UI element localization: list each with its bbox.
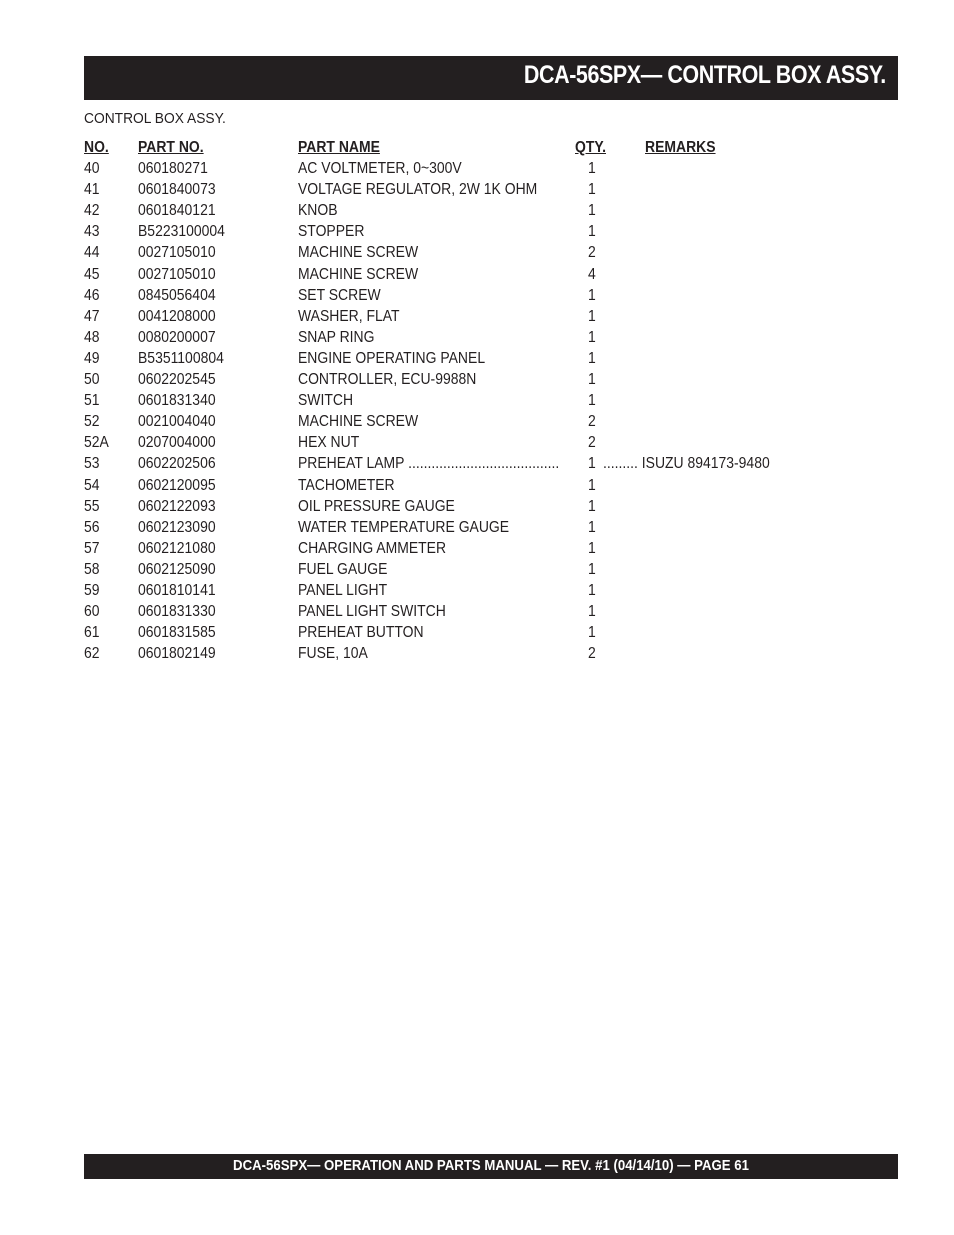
table-header-row xyxy=(84,139,844,160)
cell-no: 52A xyxy=(84,434,109,452)
cell-part-no: B5351100804 xyxy=(138,349,224,367)
table-row xyxy=(84,413,844,434)
cell-qty: 1 xyxy=(588,392,596,410)
cell-part-no: 0601810141 xyxy=(138,581,216,599)
cell-no: 40 xyxy=(84,160,100,178)
cell-part-name: AC VOLTMETER, 0~300V xyxy=(298,160,462,178)
cell-qty: 1 xyxy=(588,328,596,346)
cell-part-no: 0080200007 xyxy=(138,328,216,346)
page-footer-bar xyxy=(84,1154,898,1179)
table-row xyxy=(84,455,844,476)
cell-qty: 1 xyxy=(588,497,596,515)
table-row xyxy=(84,392,844,413)
table-row xyxy=(84,287,844,308)
cell-part-no: 0601831330 xyxy=(138,603,216,621)
cell-no: 55 xyxy=(84,497,100,515)
cell-no: 58 xyxy=(84,560,100,578)
cell-qty: 1 xyxy=(588,560,596,578)
cell-part-no: 0602202545 xyxy=(138,371,216,389)
cell-part-name: CONTROLLER, ECU-9988N xyxy=(298,371,477,389)
cell-part-name: WATER TEMPERATURE GAUGE xyxy=(298,518,510,536)
page-footer: DCA-56SPX— OPERATION AND PARTS MANUAL — REV. #1 (04/14/10) — PAGE 61 xyxy=(233,1157,749,1174)
cell-qty: 1 xyxy=(588,581,596,599)
cell-part-no: 0601831340 xyxy=(138,392,216,410)
cell-part-no: 0027105010 xyxy=(138,265,216,283)
cell-part-no: 0021004040 xyxy=(138,413,216,431)
cell-qty: 1 xyxy=(588,349,596,367)
table-row xyxy=(84,181,844,202)
cell-no: 45 xyxy=(84,265,100,283)
cell-qty: 1 xyxy=(588,539,596,557)
table-row xyxy=(84,477,844,498)
column-header-part-no: PART NO. xyxy=(138,139,204,156)
cell-part-no: 0041208000 xyxy=(138,307,216,325)
table-row xyxy=(84,350,844,371)
cell-qty: 2 xyxy=(588,244,596,262)
cell-part-no: 0027105010 xyxy=(138,244,216,262)
cell-part-no: 0602202506 xyxy=(138,455,216,473)
cell-part-name: SWITCH xyxy=(298,392,354,410)
cell-part-no: 0602120095 xyxy=(138,476,216,494)
cell-part-name: KNOB xyxy=(298,202,338,220)
cell-part-name: WASHER, FLAT xyxy=(298,307,400,325)
cell-part-name: PREHEAT BUTTON xyxy=(298,624,424,642)
cell-no: 59 xyxy=(84,581,100,599)
cell-no: 46 xyxy=(84,286,100,304)
cell-qty: 1 xyxy=(588,476,596,494)
cell-qty: 1 xyxy=(588,518,596,536)
table-row xyxy=(84,223,844,244)
cell-qty: 1 xyxy=(588,371,596,389)
cell-no: 44 xyxy=(84,244,100,262)
table-row xyxy=(84,202,844,223)
table-row xyxy=(84,160,844,181)
cell-no: 48 xyxy=(84,328,100,346)
cell-part-no: 0601840073 xyxy=(138,181,216,199)
cell-qty: 4 xyxy=(588,265,596,283)
cell-no: 57 xyxy=(84,539,100,557)
table-row xyxy=(84,329,844,350)
cell-qty: 2 xyxy=(588,645,596,663)
table-row xyxy=(84,266,844,287)
cell-part-name: FUSE, 10A xyxy=(298,645,368,663)
table-row xyxy=(84,244,844,265)
table-row xyxy=(84,540,844,561)
cell-remarks: ......... ISUZU 894173-9480 xyxy=(603,455,770,473)
table-row xyxy=(84,624,844,645)
column-header-no: NO. xyxy=(84,139,109,156)
cell-part-name: MACHINE SCREW xyxy=(298,413,419,431)
cell-qty: 1 xyxy=(588,455,596,473)
cell-part-name: SNAP RING xyxy=(298,328,375,346)
parts-table xyxy=(84,139,844,666)
cell-qty: 1 xyxy=(588,223,596,241)
section-title: CONTROL BOX ASSY. xyxy=(84,110,226,127)
cell-qty: 2 xyxy=(588,413,596,431)
cell-no: 52 xyxy=(84,413,100,431)
cell-no: 41 xyxy=(84,181,100,199)
cell-part-name: VOLTAGE REGULATOR, 2W 1K OHM xyxy=(298,181,538,199)
cell-part-name: STOPPER xyxy=(298,223,365,241)
cell-part-no: 0601831585 xyxy=(138,624,216,642)
table-row xyxy=(84,308,844,329)
cell-qty: 2 xyxy=(588,434,596,452)
cell-part-name: OIL PRESSURE GAUGE xyxy=(298,497,455,515)
cell-no: 42 xyxy=(84,202,100,220)
cell-no: 43 xyxy=(84,223,100,241)
page-title: DCA-56SPX— CONTROL BOX ASSY. xyxy=(524,61,886,89)
cell-qty: 1 xyxy=(588,160,596,178)
cell-part-name: MACHINE SCREW xyxy=(298,265,419,283)
cell-part-no: 0602121080 xyxy=(138,539,216,557)
cell-part-name: PANEL LIGHT xyxy=(298,581,388,599)
column-header-remarks: REMARKS xyxy=(645,139,716,156)
cell-no: 60 xyxy=(84,603,100,621)
cell-part-name: MACHINE SCREW xyxy=(298,244,419,262)
cell-part-name: CHARGING AMMETER xyxy=(298,539,447,557)
cell-part-no: 0602122093 xyxy=(138,497,216,515)
column-header-part-name: PART NAME xyxy=(298,139,380,156)
cell-part-name: ENGINE OPERATING PANEL xyxy=(298,349,486,367)
cell-no: 51 xyxy=(84,392,100,410)
cell-part-no: 0602123090 xyxy=(138,518,216,536)
cell-no: 54 xyxy=(84,476,100,494)
cell-part-name: SET SCREW xyxy=(298,286,381,304)
cell-part-name: HEX NUT xyxy=(298,434,360,452)
cell-qty: 1 xyxy=(588,202,596,220)
table-row xyxy=(84,498,844,519)
cell-part-name: TACHOMETER xyxy=(298,476,395,494)
cell-qty: 1 xyxy=(588,181,596,199)
cell-part-no: 0845056404 xyxy=(138,286,216,304)
cell-no: 50 xyxy=(84,371,100,389)
cell-no: 56 xyxy=(84,518,100,536)
table-row xyxy=(84,582,844,603)
cell-no: 53 xyxy=(84,455,100,473)
cell-part-no: 060180271 xyxy=(138,160,208,178)
table-row xyxy=(84,371,844,392)
cell-no: 49 xyxy=(84,349,100,367)
cell-part-no: 0601802149 xyxy=(138,645,216,663)
cell-part-no: B5223100004 xyxy=(138,223,225,241)
cell-no: 61 xyxy=(84,624,100,642)
cell-part-name: PREHEAT LAMP ....................................... xyxy=(298,455,560,473)
cell-qty: 1 xyxy=(588,624,596,642)
table-row xyxy=(84,645,844,666)
cell-part-no: 0207004000 xyxy=(138,434,216,452)
cell-no: 62 xyxy=(84,645,100,663)
page-title-bar xyxy=(84,56,898,100)
table-row xyxy=(84,603,844,624)
cell-part-no: 0601840121 xyxy=(138,202,216,220)
table-row xyxy=(84,519,844,540)
cell-qty: 1 xyxy=(588,307,596,325)
cell-qty: 1 xyxy=(588,286,596,304)
cell-part-name: PANEL LIGHT SWITCH xyxy=(298,603,446,621)
cell-qty: 1 xyxy=(588,603,596,621)
table-row xyxy=(84,434,844,455)
table-row xyxy=(84,561,844,582)
table-body xyxy=(84,160,844,666)
cell-no: 47 xyxy=(84,307,100,325)
cell-part-no: 0602125090 xyxy=(138,560,216,578)
column-header-qty: QTY. xyxy=(575,139,607,156)
cell-part-name: FUEL GAUGE xyxy=(298,560,388,578)
